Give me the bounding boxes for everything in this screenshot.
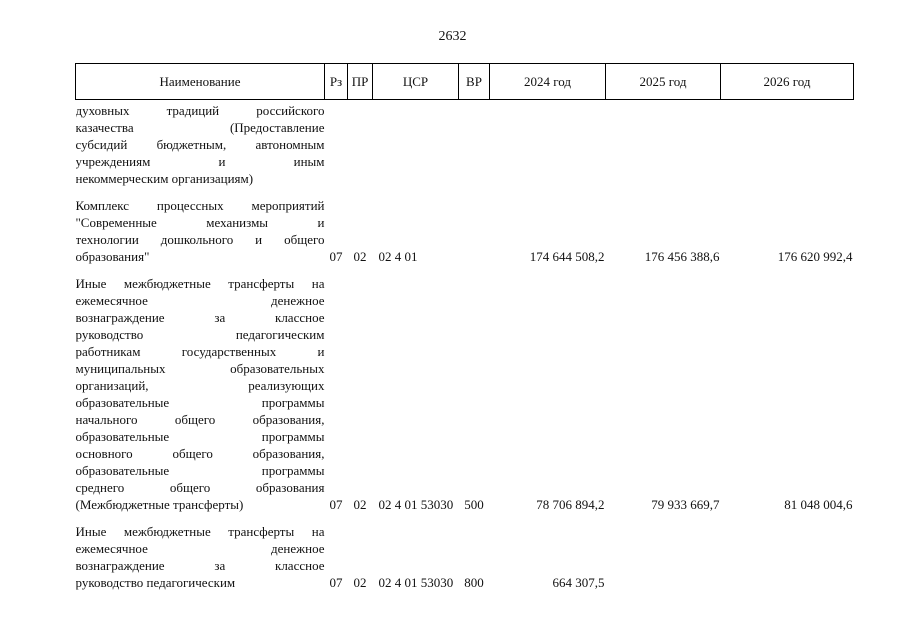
name-line: Иные межбюджетные трансферты на — [75, 524, 325, 539]
cell-name — [76, 197, 325, 265]
name-line: учреждениям и иным — [75, 154, 325, 169]
name-line: муниципальных образовательных — [75, 361, 325, 376]
cell-pr: 02 — [353, 575, 367, 590]
row-spacer-cell — [76, 187, 854, 197]
row-spacer — [76, 513, 854, 523]
row-spacer-cell — [76, 265, 854, 275]
cell-pr: 02 — [353, 497, 367, 512]
cell-rz: 07 — [329, 497, 343, 512]
cell-year-2024: 78 706 894,2 — [536, 497, 605, 512]
cell-name — [76, 100, 325, 188]
name-line: (Межбюджетные трансферты) — [75, 497, 244, 512]
cell-rz — [325, 100, 348, 188]
cell-year-2025 — [606, 523, 721, 591]
cell-name — [76, 275, 325, 513]
cell-year-2026 — [721, 523, 854, 591]
name-line: ежемесячное денежное — [75, 293, 325, 308]
name-line: вознаграждение за классное — [75, 558, 325, 573]
page-number: 2632 — [438, 29, 467, 44]
name-line: духовных традиций российского — [75, 103, 325, 118]
cell-year-2025: 176 456 388,6 — [644, 249, 720, 264]
header-year-2024: 2024 год — [490, 64, 606, 100]
cell-rz: 07 — [329, 575, 343, 590]
cell-year-2024: 664 307,5 — [552, 575, 605, 590]
cell-year-2026: 176 620 992,4 — [777, 249, 853, 264]
name-line: образования" — [75, 249, 150, 264]
cell-vr — [459, 197, 490, 265]
table-row — [76, 275, 854, 513]
table-body — [76, 100, 854, 592]
name-line: образовательные программы — [75, 395, 325, 410]
name-line: ежемесячное денежное — [75, 541, 325, 556]
name-line: вознаграждение за классное — [75, 310, 325, 325]
cell-csr: 02 4 01 53030 — [378, 497, 454, 512]
header-rz: Рз — [325, 64, 348, 100]
name-line: организаций, реализующих — [75, 378, 325, 393]
cell-year-2025: 79 933 669,7 — [651, 497, 720, 512]
row-spacer-cell — [76, 513, 854, 523]
table-row — [76, 100, 854, 188]
name-line: руководство педагогическим — [75, 575, 236, 590]
table-row — [76, 523, 854, 591]
cell-vr: 800 — [464, 575, 484, 590]
name-line: работникам государственных и — [75, 344, 325, 359]
name-line: казачества (Предоставление — [75, 120, 325, 135]
table-row — [76, 197, 854, 265]
cell-csr — [373, 100, 459, 188]
name-line: Комплекс процессных мероприятий — [75, 198, 325, 213]
header-year-2025: 2025 год — [606, 64, 721, 100]
name-line: Иные межбюджетные трансферты на — [75, 276, 325, 291]
name-line: некоммерческим организациям) — [75, 171, 254, 186]
cell-year-2026: 81 048 004,6 — [784, 497, 853, 512]
header-csr: ЦСР — [373, 64, 459, 100]
row-spacer — [76, 265, 854, 275]
budget-table — [75, 63, 854, 591]
cell-csr: 02 4 01 53030 — [378, 575, 454, 590]
header-vr: ВР — [459, 64, 490, 100]
cell-rz: 07 — [329, 249, 343, 264]
name-line: руководство педагогическим — [75, 327, 325, 342]
cell-year-2024: 174 644 508,2 — [529, 249, 605, 264]
name-line: среднего общего образования — [75, 480, 325, 495]
name-line: "Современные механизмы и — [75, 215, 325, 230]
cell-year-2026 — [721, 100, 854, 188]
cell-pr: 02 — [353, 249, 367, 264]
name-line: начального общего образования, — [75, 412, 325, 427]
cell-csr: 02 4 01 — [378, 249, 418, 264]
row-spacer — [76, 187, 854, 197]
table-header — [76, 64, 854, 100]
cell-pr — [348, 100, 373, 188]
name-line: субсидий бюджетным, автономным — [75, 137, 325, 152]
cell-vr — [459, 100, 490, 188]
header-year-2026: 2026 год — [721, 64, 854, 100]
header-name: Наименование — [76, 64, 325, 100]
cell-year-2024 — [490, 100, 606, 188]
cell-vr: 500 — [464, 497, 484, 512]
name-line: технологии дошкольного и общего — [75, 232, 325, 247]
name-line: образовательные программы — [75, 429, 325, 444]
cell-year-2025 — [606, 100, 721, 188]
name-line: основного общего образования, — [75, 446, 325, 461]
cell-name — [76, 523, 325, 591]
header-pr: ПР — [348, 64, 373, 100]
name-line: образовательные программы — [75, 463, 325, 478]
